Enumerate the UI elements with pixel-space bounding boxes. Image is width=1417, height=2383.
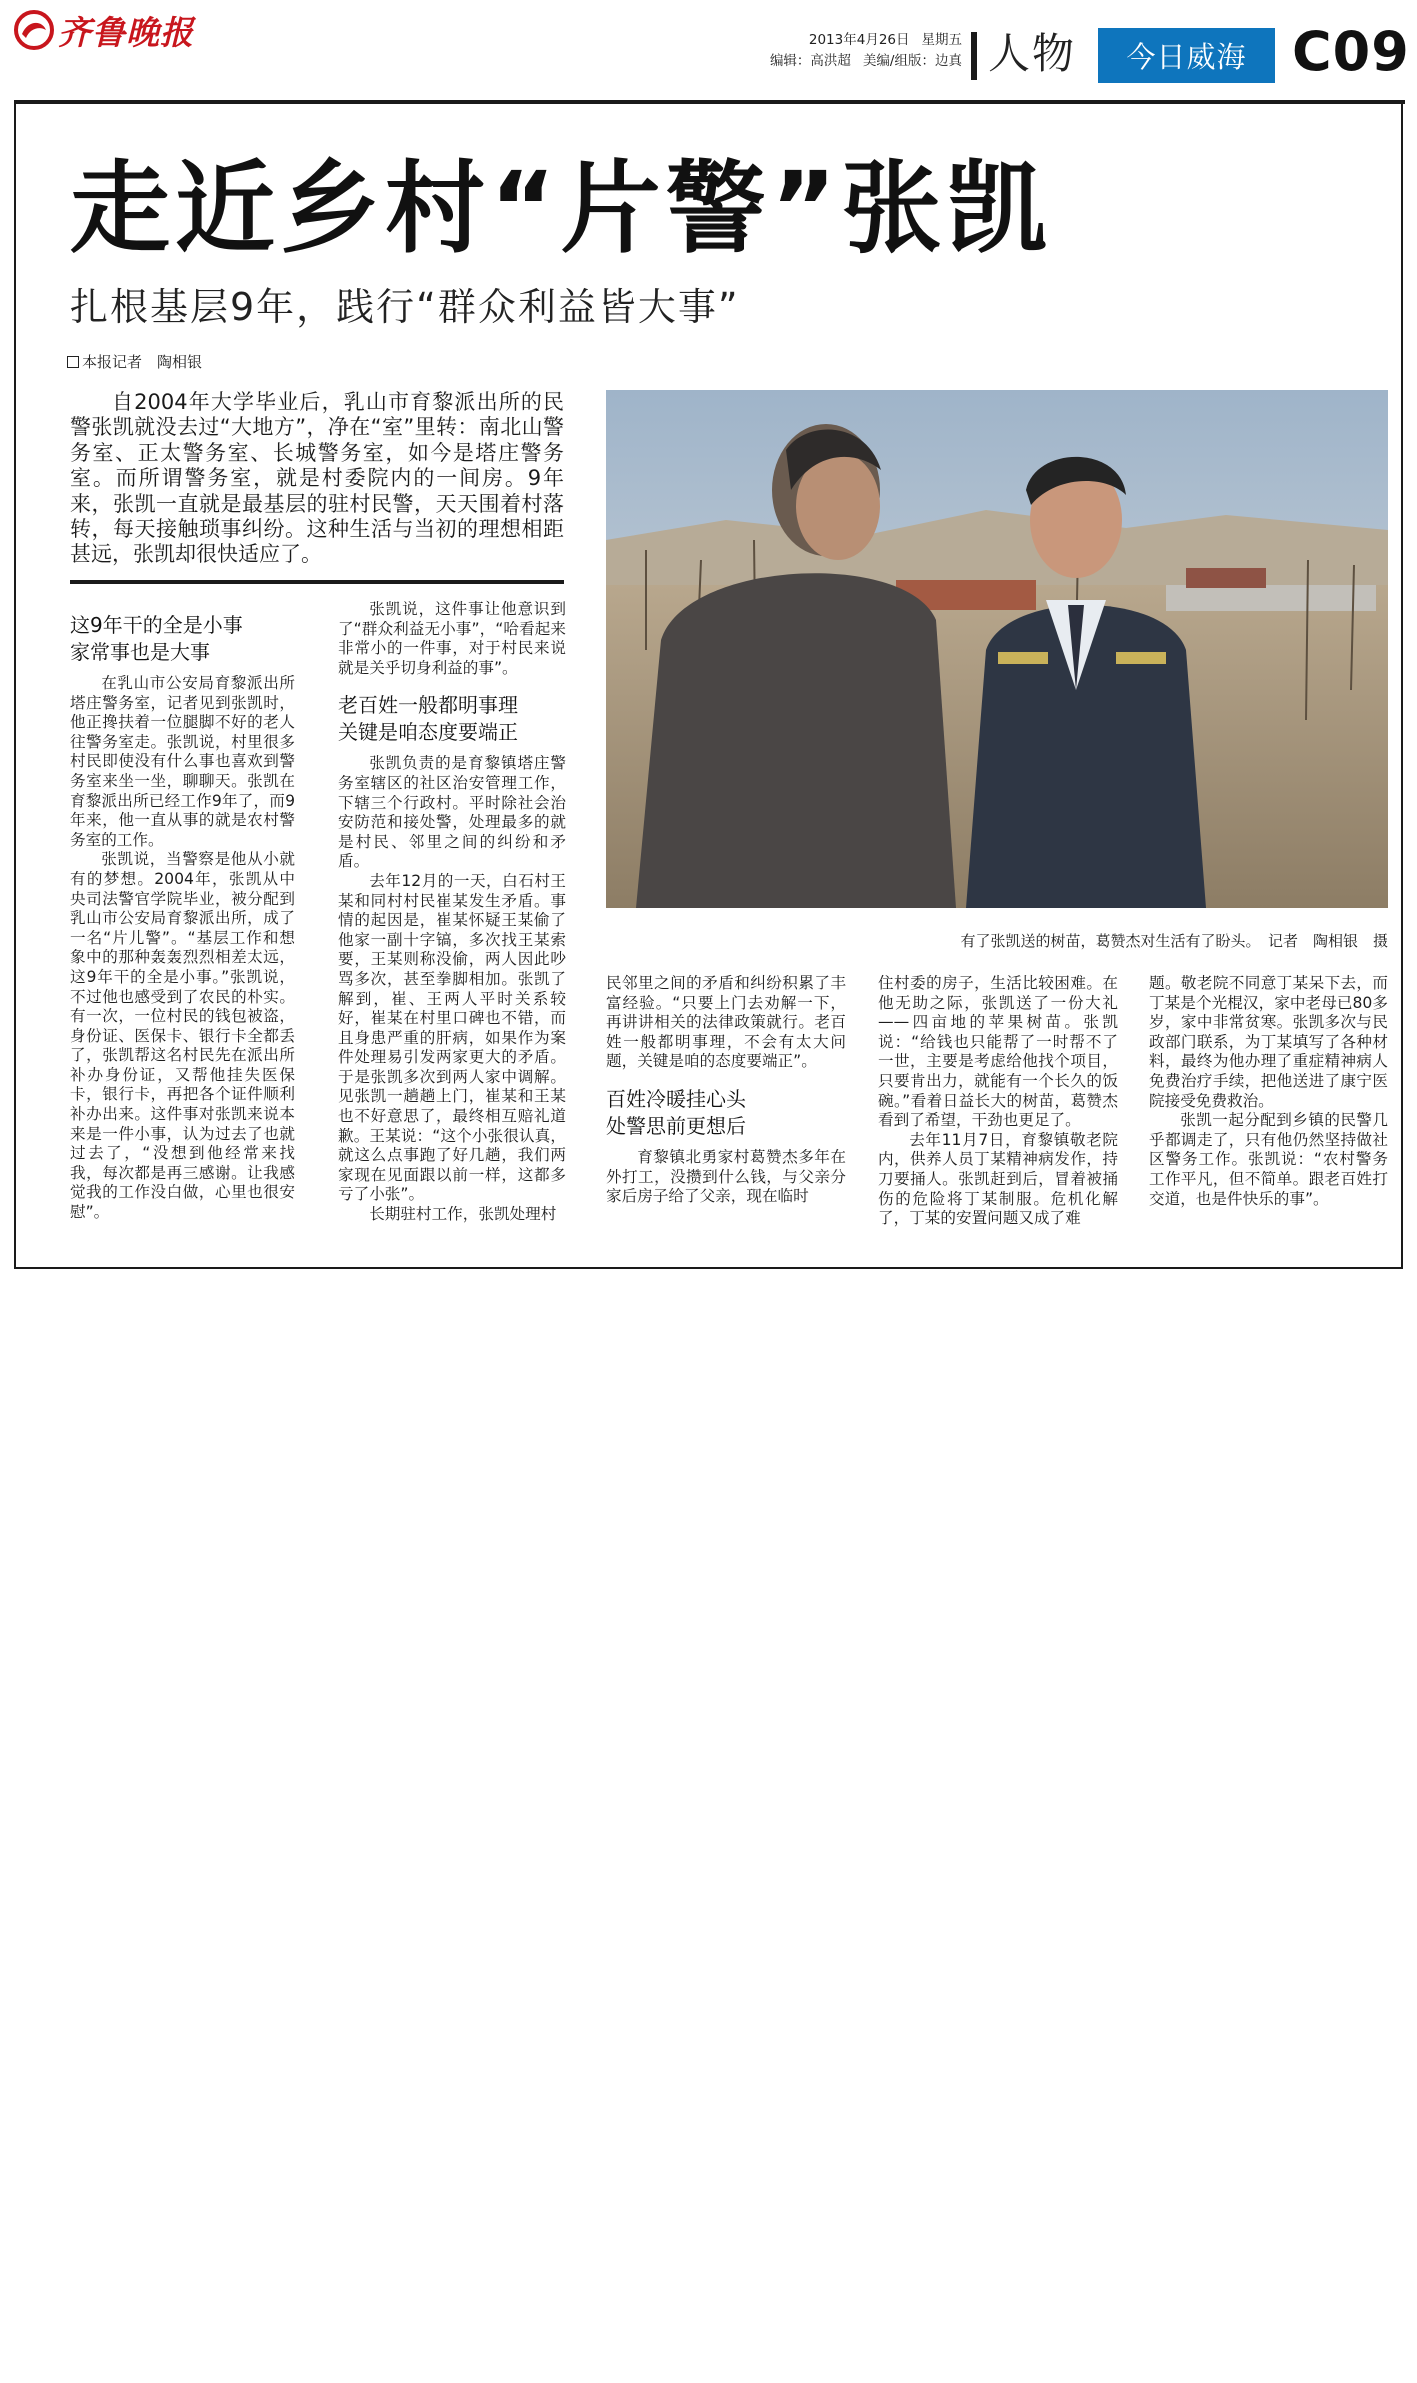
body-paragraph: 长期驻村工作，张凯处理村 xyxy=(369,1205,557,1224)
body-paragraph: 去年11月7日，育黎镇敬老院内，供养人员丁某精神病发作，持刀要捅人。张凯赶到后，冒着被捅伤的危险将丁某制服。危机化解了，丁某的安置问题又成了难 xyxy=(878,1130,1118,1228)
lead-paragraph: 自2004年大学毕业后，乳山市育黎派出所的民警张凯就没去过“大地方”，净在“室”里转：南北山警务室、正太警务室、长城警务室，如今是塔庄警务室。而所谓警务室，就是村委院内的一间房。9年来，张凯一直就是最基层的驻村民警，天天围着村落转，每天接触琐事纠纷。这种生活与当初的理想相距甚远，张凯却很快适应了。 xyxy=(70,390,564,567)
body-column-3 xyxy=(606,974,846,1207)
header-divider xyxy=(971,32,977,80)
section-heading-line-2: 家常事也是大事 xyxy=(70,640,210,664)
body-column-2 xyxy=(338,600,566,1225)
body-paragraph: 育黎镇北勇家村葛赞杰多年在外打工，没攒到什么钱，与父亲分家后房子给了父亲，现在临时 xyxy=(606,1147,846,1206)
issue-date: 2013年4月26日 xyxy=(808,32,910,48)
article-photo xyxy=(606,390,1388,908)
subheadline: 扎根基层9年，践行“群众利益皆大事” xyxy=(70,285,740,329)
section-heading-line-2: 处警思前更想后 xyxy=(606,1113,746,1138)
body-column-4 xyxy=(878,974,1118,1229)
section-heading xyxy=(338,692,566,746)
photo-caption: 有了张凯送的树苗，葛赞杰对生活有了盼头。 记者 陶相银 摄 xyxy=(960,932,1388,950)
section-heading-line-1: 百姓冷暖挂心头 xyxy=(606,1086,746,1111)
swirl-logo-icon xyxy=(14,10,54,50)
body-paragraph: 去年12月的一天，白石村王某和同村村民崔某发生矛盾。事情的起因是，崔某怀疑王某偷了他家一副十字镐，多次找王某索要，王某则称没偷，两人因此吵骂多次，甚至拳脚相加。张凯了解到，崔、王两人平时关系较好，崔某在村里口碑也不错，而且身患严重的肝病，如果作为案件处理易引发两家更大的矛盾。于是张凯多次到两人家中调解。见张凯一趟趟上门，崔某和王某也不好意思了，最终相互赔礼道歉。王某说：“这个小张很认真，就这么点事跑了好几趟，我们两家现在见面跟以前一样，这都多亏了小张”。 xyxy=(338,871,566,1204)
masthead-logo-text: 齐鲁晚报 xyxy=(58,12,194,52)
body-column-1 xyxy=(70,612,295,1223)
masthead-meta xyxy=(700,30,962,72)
masthead-logo xyxy=(14,6,214,54)
body-paragraph: 民邻里之间的矛盾和纠纷积累了丰富经验。“只要上门去劝解一下，再讲讲相关的法律政策就行。老百姓一般都明事理，不会有太大问题，关键是咱的态度要端正”。 xyxy=(606,974,846,1071)
body-paragraph: 张凯说，当警察是他从小就有的梦想。2004年，张凯从中央司法警官学院毕业，被分配到乳山市公安局育黎派出所，成了一名“片儿警”。“基层工作和想象中的那种轰轰烈烈相差太远，这9年干的全是小事。”张凯说，不过他也感受到了农民的朴实。有一次，一位村民的钱包被盗，身份证、医保卡、银行卡全都丢了，张凯帮这名村民先在派出所补办身份证，又帮他挂失医保卡，银行卡，再把各个证件顺利补办出来。这件事对张凯来说本来是一件小事，认为过去了也就过去了，“没想到他经常来找我，每次都是再三感谢。让我感觉我的工作没白做，心里也很安慰”。 xyxy=(70,850,295,1222)
designer-credit: 美编/组版：边真 xyxy=(862,53,962,69)
body-paragraph: 题。敬老院不同意丁某呆下去，而丁某是个光棍汉，家中老母已80多岁，家中非常贫寒。张凯多次与民政部门联系，为丁某填写了各种材料，最终为他办理了重症精神病人免费治疗手续，把他送进了康宁医院接受免费救治。 xyxy=(1149,974,1388,1110)
byline-text: 本报记者 陶相银 xyxy=(82,353,203,371)
body-column-5 xyxy=(1149,974,1388,1209)
body-paragraph: 住村委的房子，生活比较困难。在他无助之际，张凯送了一份大礼——四亩地的苹果树苗。张凯说：“给钱也只能帮了一时帮不了一世，主要是考虑给他找个项目，只要肯出力，就能有一个长久的饭碗。”看着日益长大的树苗，葛赞杰看到了希望，干劲也更足了。 xyxy=(878,974,1118,1130)
page-number: C09 xyxy=(1292,20,1410,83)
editor-credit: 编辑：高洪超 xyxy=(769,53,851,69)
issue-weekday: 星期五 xyxy=(921,32,962,48)
section-heading xyxy=(70,612,295,666)
byline-box-icon xyxy=(67,356,79,368)
section-heading-line-2: 关键是咱态度要端正 xyxy=(338,720,518,745)
section-heading xyxy=(606,1086,846,1140)
body-paragraph: 在乳山市公安局育黎派出所塔庄警务室，记者见到张凯时，他正搀扶着一位腿脚不好的老人往警务室走。张凯说，村里很多村民即使没有什么事也喜欢到警务室来坐一坐，聊聊天。张凯在育黎派出所已经工作9年了，而9年来，他一直从事的就是农村警务室的工作。 xyxy=(70,674,295,849)
body-paragraph: 张凯负责的是育黎镇塔庄警务室辖区的社区治安管理工作，下辖三个行政村。平时除社会治安防范和接处警，处理最多的就是村民、邻里之间的纠纷和矛盾。 xyxy=(338,754,566,871)
section-heading-line-1: 老百姓一般都明事理 xyxy=(338,693,518,718)
lead-divider xyxy=(70,580,564,584)
edition-badge: 今日威海 xyxy=(1098,28,1275,83)
body-paragraph: 张凯一起分配到乡镇的民警几乎都调走了，只有他仍然坚持做社区警务工作。张凯说：“农村警务工作平凡，但不简单。跟老百姓打交道，也是件快乐的事”。 xyxy=(1149,1111,1388,1208)
body-paragraph: 张凯说，这件事让他意识到了“群众利益无小事”，“哈看起来非常小的一件事，对于村民来说就是关乎切身利益的事”。 xyxy=(338,600,566,677)
section-name: 人物 xyxy=(988,29,1077,78)
headline: 走近乡村“片警”张凯 xyxy=(70,150,1052,267)
byline xyxy=(67,351,202,372)
section-heading-line-1: 这9年干的全是小事 xyxy=(70,613,243,637)
